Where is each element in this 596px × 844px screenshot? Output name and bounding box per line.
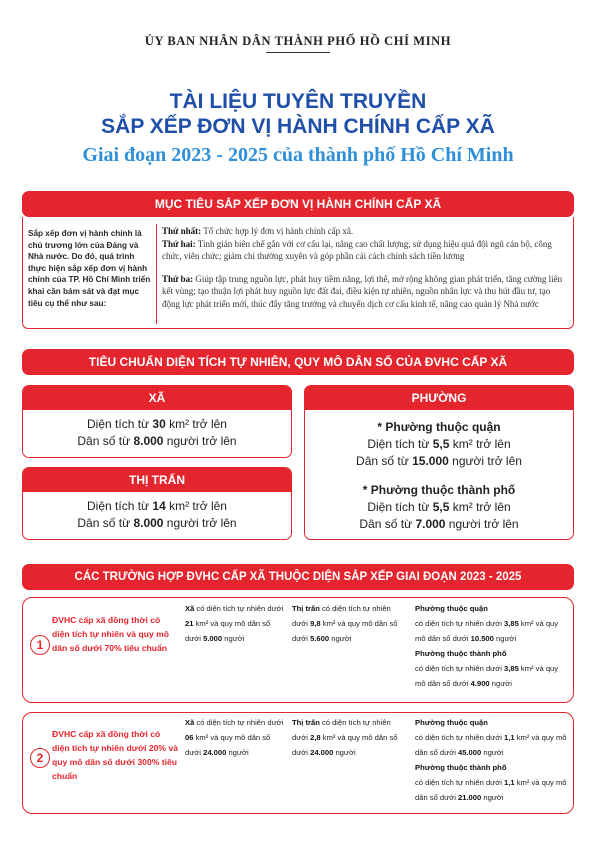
card-title: XÃ (23, 386, 291, 410)
goal-text: Tinh giản biên chế gắn với cơ cấu lại, nâng cao chất lượng, sử dụng hiệu quả đội ngũ cán bộ, công chức, viên chức; giảm chi thường xuyên và góp phần cải cách chính sách tiền lương (162, 239, 552, 262)
card-title: THỊ TRẤN (23, 468, 291, 492)
population-line: Dân số từ 8.000 người trở lên (77, 516, 237, 530)
case1-thi-tran-cell: Thị trấn có diện tích tự nhiên dưới 9,8 km² và quy mô dân số dưới 5.600 người (292, 604, 398, 643)
card-title: PHƯỜNG (305, 386, 573, 410)
goal-item-2 (162, 238, 570, 263)
case-number-1: 1 (30, 635, 50, 655)
doc-title-line1: TÀI LIỆU TUYÊN TRUYỀN (169, 90, 427, 113)
phuong-quan-subtitle: * Phường thuộc quận (377, 420, 501, 434)
issuer-name: ỦY BAN NHÂN DÂN THÀNH PHỐ HỒ CHÍ MINH (144, 34, 452, 48)
goal-text: Tổ chức hợp lý đơn vị hành chính cấp xã. (203, 226, 354, 236)
objectives-intro: Sắp xếp đơn vị hành chính là chủ trương lớn của Đảng và Nhà nước. Do đó, quá trình thực hiện sắp xếp đơn vị hành chính của TP. Hồ Chí Minh triển khai cần bám sát và đạt mục tiêu cụ thể như sau: (28, 229, 151, 308)
case1-phuong-cell: Phường thuộc quận có diện tích tự nhiên dưới 3,85 km² và quy mô dân số dưới 10.500 người Phường thuộc thành phố có diện tích tự nhiên dưới 3,85 km² và quy mô dân số dưới 4.900 người (415, 604, 559, 688)
goal-item-3 (162, 273, 570, 310)
case-number-2: 2 (30, 748, 50, 768)
phuong-thanh-pho-subtitle: * Phường thuộc thành phố (362, 483, 516, 497)
standard-card-xa (22, 385, 292, 458)
area-line: Diện tích từ 5,5 km² trở lên (367, 437, 511, 451)
area-line: Diện tích từ 5,5 km² trở lên (367, 500, 511, 514)
area-line: Diện tích từ 14 km² trở lên (87, 499, 227, 513)
population-line: Dân số từ 15.000 người trở lên (356, 454, 522, 468)
goal-text: Giúp tập trung nguồn lực, phát huy tiềm năng, lợi thế, mở rộng không gian phát triển, tăng cường liên kết vùng; tạo thuận lợi phát huy nguồn lực đất đai, điều kiện tự nhiên, nguồn nhân lực và thu hút đầu tư, tạo động lực phát triển mới, thúc đẩy tăng trưởng và chuyển dịch cơ cấu kinh tế, nâng cao quản lý Nhà nước (162, 274, 563, 309)
goal-label: Thứ hai: (162, 239, 196, 249)
goal-item-1 (162, 225, 570, 237)
doc-subtitle: Giai đoạn 2023 - 2025 của thành phố Hồ Chí Minh (82, 144, 514, 166)
doc-title-line2: SẮP XẾP ĐƠN VỊ HÀNH CHÍNH CẤP XÃ (101, 115, 495, 138)
case-title-1: ĐVHC cấp xã đồng thời có diện tích tự nhiên và quy mô dân số dưới 70% tiêu chuẩn (52, 615, 169, 653)
goal-label: Thứ nhất: (162, 226, 202, 236)
population-line: Dân số từ 8.000 người trở lên (77, 434, 237, 448)
cases-banner: CÁC TRƯỜNG HỢP ĐVHC CẤP XÃ THUỘC DIỆN SẮP XẾP GIAI ĐOẠN 2023 - 2025 (22, 564, 574, 590)
population-line: Dân số từ 7.000 người trở lên (359, 517, 519, 531)
standard-card-thi-tran (22, 467, 292, 540)
standard-card-phuong (304, 385, 574, 540)
case-title-2: ĐVHC cấp xã đồng thời có diện tích tự nhiên dưới 20% và quy mô dân số dưới 300% tiêu chuẩn (52, 729, 178, 781)
standards-banner: TIÊU CHUẨN DIỆN TÍCH TỰ NHIÊN, QUY MÔ DÂN SỐ CỦA ĐVHC CẤP XÃ (22, 349, 574, 375)
goal-label: Thứ ba: (162, 274, 194, 284)
area-line: Diện tích từ 30 km² trở lên (87, 417, 227, 431)
issuer-underline (266, 52, 330, 53)
objectives-banner: MỤC TIÊU SẮP XẾP ĐƠN VỊ HÀNH CHÍNH CẤP XÃ (22, 191, 574, 217)
case2-phuong-cell: Phường thuộc quận có diện tích tự nhiên dưới 1,1 km² và quy mô dân số dưới 45.000 người Phường thuộc thành phố có diện tích tự nhiên dưới 1,1 km² và quy mô dân số dưới 21.000 người (415, 718, 567, 802)
case1-xa-cell: Xã có diện tích tự nhiên dưới 21 km² và quy mô dân số dưới 5.000 người (185, 604, 284, 643)
case2-xa-cell: Xã có diện tích tự nhiên dưới 06 km² và quy mô dân số dưới 24.000 người (185, 718, 284, 757)
case2-thi-tran-cell: Thị trấn có diện tích tự nhiên dưới 2,8 km² và quy mô dân số dưới 24.000 người (292, 718, 398, 757)
objectives-divider (156, 224, 157, 324)
